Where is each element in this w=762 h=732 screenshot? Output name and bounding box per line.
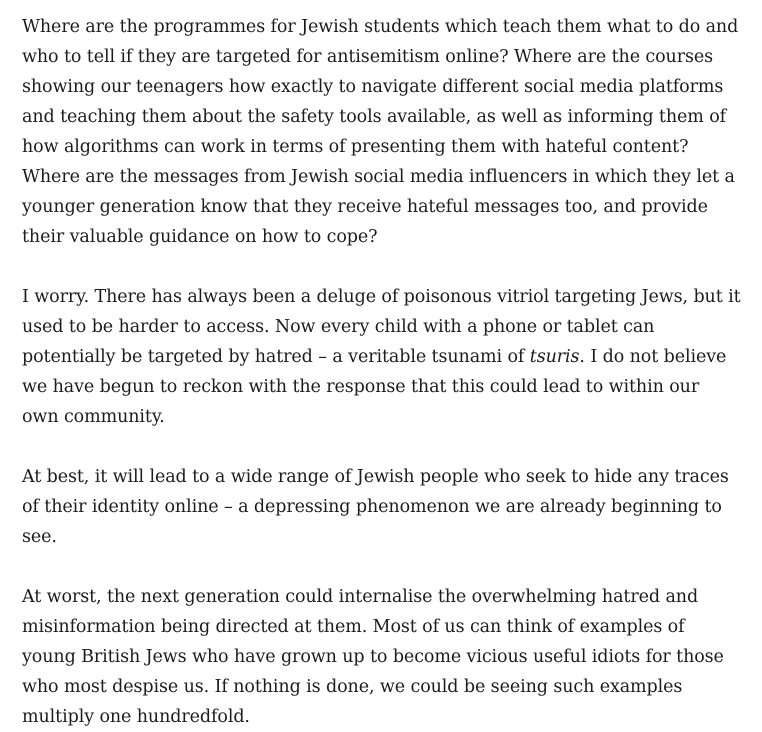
text-line: how algorithms can work in terms of presenting them with hateful content? bbox=[22, 137, 689, 157]
paragraph-at-worst bbox=[22, 582, 754, 732]
text-line: of their identity online – a depressing phenomenon we are already beginning to bbox=[22, 497, 722, 517]
text-line: used to be harder to access. Now every child with a phone or tablet can bbox=[22, 317, 655, 337]
text-line: we have begun to reckon with the response that this could lead to within our bbox=[22, 377, 700, 397]
text-line: young British Jews who have grown up to become vicious useful idiots for those bbox=[22, 647, 724, 667]
text-line: Where are the messages from Jewish social media influencers in which they let a bbox=[22, 167, 735, 187]
text-line: Where are the programmes for Jewish students which teach them what to do and bbox=[22, 17, 739, 37]
paragraph-worry bbox=[22, 282, 754, 432]
text-line bbox=[22, 342, 754, 372]
text-line: their valuable guidance on how to cope? bbox=[22, 227, 378, 247]
text-line: misinformation being directed at them. Most of us can think of examples of bbox=[22, 617, 685, 637]
paragraph-programmes bbox=[22, 12, 754, 252]
text-line: multiply one hundredfold. bbox=[22, 707, 250, 727]
text-line: and teaching them about the safety tools available, as well as informing them of bbox=[22, 107, 727, 127]
text-line: At worst, the next generation could internalise the overwhelming hatred and bbox=[22, 587, 699, 607]
text-line: I worry. There has always been a deluge of poisonous vitriol targeting Jews, but it bbox=[22, 287, 741, 307]
text-fragment: . I do not believe bbox=[579, 347, 727, 367]
italic-term: tsuris bbox=[529, 347, 580, 367]
text-line: younger generation know that they receive hateful messages too, and provide bbox=[22, 197, 708, 217]
paragraph-at-best bbox=[22, 462, 754, 552]
text-line: who most despise us. If nothing is done, we could be seeing such examples bbox=[22, 677, 683, 697]
text-fragment: potentially be targeted by hatred – a veritable tsunami of bbox=[22, 347, 530, 367]
text-line: At best, it will lead to a wide range of Jewish people who seek to hide any traces bbox=[22, 467, 729, 487]
text-line: own community. bbox=[22, 407, 165, 427]
text-line: who to tell if they are targeted for antisemitism online? Where are the courses bbox=[22, 47, 714, 67]
text-line: see. bbox=[22, 527, 57, 547]
text-line: showing our teenagers how exactly to navigate different social media platforms bbox=[22, 77, 724, 97]
